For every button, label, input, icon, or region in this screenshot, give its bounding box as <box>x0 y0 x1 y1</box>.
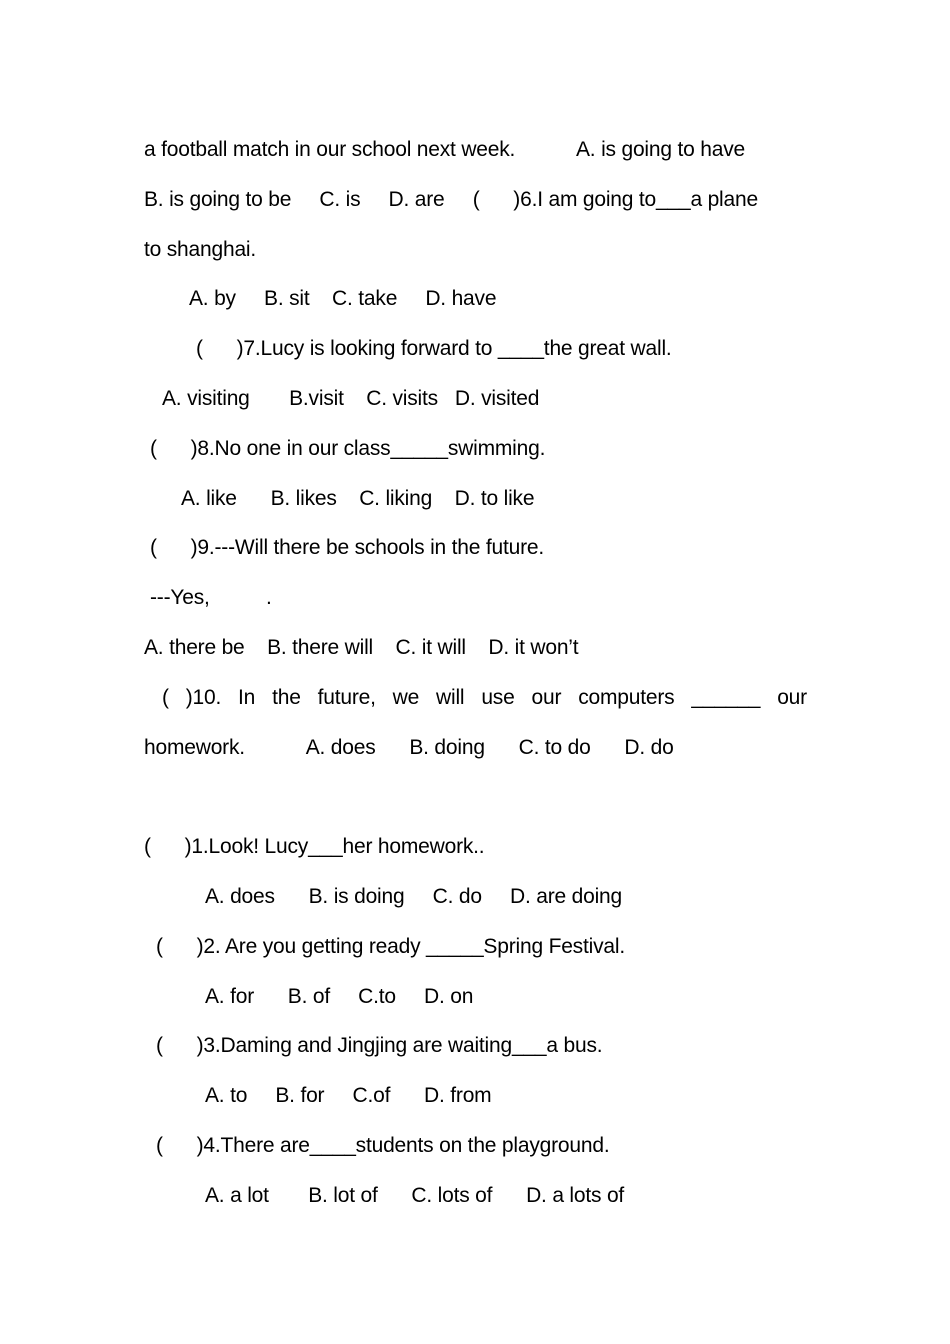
question-8-stem: ( )8.No one in our class_____swimming. <box>150 437 546 460</box>
question-10-options: homework. A. does B. doing C. to do D. do <box>144 736 674 759</box>
question-3-stem: ( )3.Daming and Jingjing are waiting___a bus. <box>156 1034 603 1057</box>
question-10-word: our <box>531 686 562 709</box>
question-10-blank: ______ <box>691 686 761 709</box>
question-8-options: A. like B. likes C. liking D. to like <box>181 487 535 510</box>
question-10-word: use <box>481 686 515 709</box>
question-2-options: A. for B. of C.to D. on <box>205 985 474 1008</box>
question-1-options: A. does B. is doing C. do D. are doing <box>205 885 623 908</box>
question-7-stem: ( )7.Lucy is looking forward to ____the great wall. <box>196 337 672 360</box>
question-4-options: A. a lot B. lot of C. lots of D. a lots of <box>205 1184 625 1207</box>
question-9-answer-line: ---Yes, . <box>150 586 272 609</box>
question-2-stem: ( )2. Are you getting ready _____Spring Festival. <box>156 935 625 958</box>
question-10-word: the <box>272 686 301 709</box>
question-6-stem-end: to shanghai. <box>144 238 257 261</box>
question-4-stem: ( )4.There are____students on the playground. <box>156 1134 610 1157</box>
question-10-word: we <box>392 686 420 709</box>
question-10-word: In <box>238 686 256 709</box>
question-3-options: A. to B. for C.of D. from <box>205 1084 492 1107</box>
question-10-word: future, <box>317 686 376 709</box>
question-10-word: )10. <box>185 686 222 709</box>
question-1-stem: ( )1.Look! Lucy___her homework.. <box>144 835 485 858</box>
question-5-options-question-6-stem: B. is going to be C. is D. are ( )6.I am going to___a plane <box>144 188 758 211</box>
question-7-options: A. visiting B.visit C. visits D. visited <box>162 387 540 410</box>
question-5-stem: a football match in our school next week. A. is going to have <box>144 138 745 161</box>
question-9-options: A. there be B. there will C. it will D. it won’t <box>144 636 579 659</box>
question-10-word: computers <box>578 686 675 709</box>
question-6-options: A. by B. sit C. take D. have <box>189 287 497 310</box>
question-10-stem <box>162 685 807 711</box>
question-10-word: ( <box>162 686 169 709</box>
question-10-word: our <box>777 686 807 709</box>
question-10-word: will <box>436 686 465 709</box>
question-9-stem: ( )9.---Will there be schools in the future. <box>150 536 545 559</box>
